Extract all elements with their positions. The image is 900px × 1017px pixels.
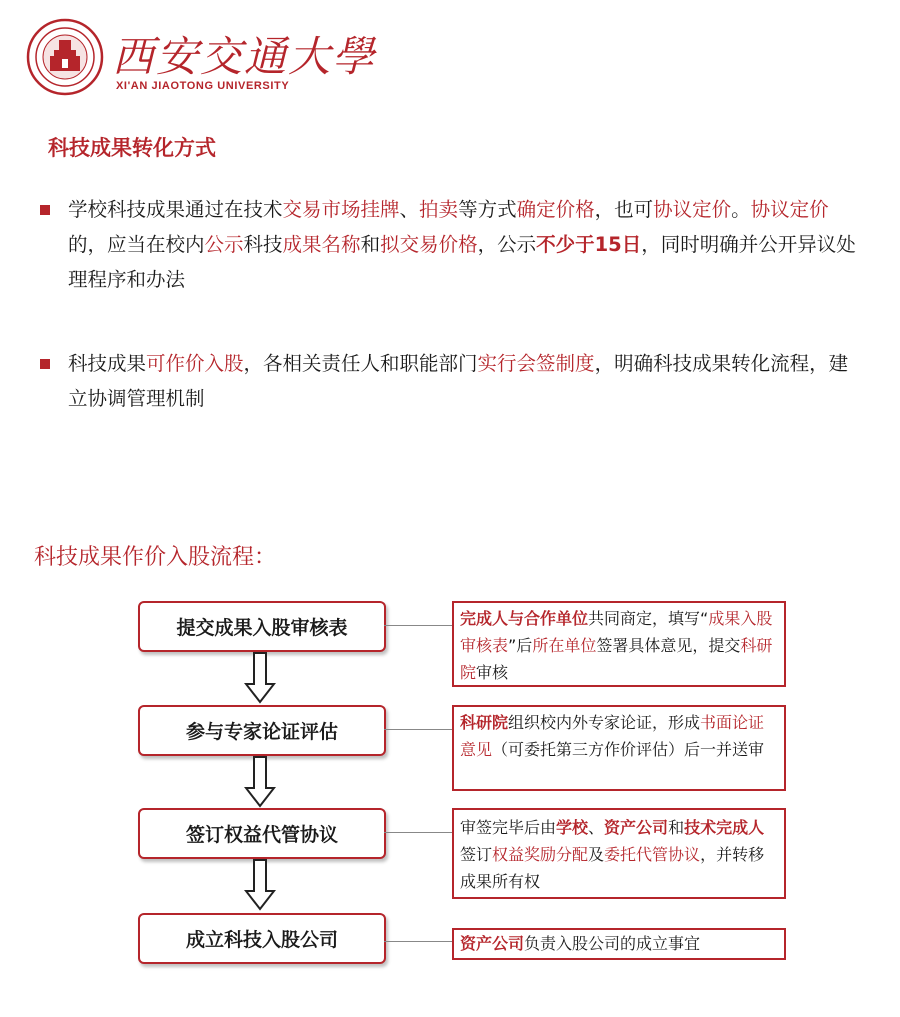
bullet-text — [68, 192, 860, 297]
bullet-item — [30, 346, 860, 416]
flow-step-sign-agreement: 签订权益代管协议 — [138, 808, 386, 859]
connector-line — [384, 941, 452, 942]
text-segment: 组织校内外专家论证，形成 — [508, 713, 701, 732]
text-segment: 成果入股审核表 — [460, 609, 773, 655]
text-segment: 资产公司 — [604, 818, 669, 837]
text-segment: ”后 — [508, 636, 533, 655]
text-segment: ，同时明确并公开异议处理程序和办法 — [68, 233, 856, 291]
university-seal-icon — [26, 18, 104, 96]
text-segment: ，公示 — [477, 233, 537, 256]
text-segment: 学校 — [556, 818, 589, 837]
university-logo — [26, 18, 377, 98]
text-segment: 拟交易价格 — [380, 233, 478, 256]
text-segment: ，并转移成果所有权 — [460, 845, 765, 891]
text-segment: 共同商定，填写“ — [588, 609, 709, 628]
text-segment: ，明确科技成果转化流程，建立协调管理机制 — [68, 352, 849, 410]
flow-note-review — [452, 705, 786, 791]
flow-note-agreement — [452, 808, 786, 899]
flow-step-expert-review: 参与专家论证评估 — [138, 705, 386, 756]
connector-line — [384, 832, 452, 833]
text-segment: 协议定价 — [653, 198, 732, 221]
text-segment: 拍卖 — [419, 198, 459, 221]
down-arrow-icon — [244, 859, 276, 911]
text-segment: 签订 — [460, 845, 493, 864]
text-segment: 书面论证意见 — [460, 713, 765, 759]
text-segment: （可委托第三方作价评估）后一并送审 — [492, 740, 765, 759]
text-segment: 。 — [731, 198, 751, 221]
flow-step-submit-form: 提交成果入股审核表 — [138, 601, 386, 652]
text-segment: 技术完成人 — [684, 818, 765, 837]
bullet-item — [30, 192, 860, 297]
text-segment: 确定价格 — [516, 198, 595, 221]
logo-english-name: XI'AN JIAOTONG UNIVERSITY — [116, 80, 290, 92]
text-segment: 签署具体意见，提交 — [596, 636, 741, 655]
text-segment: 实行会签制度 — [477, 352, 595, 375]
flow-step-establish-company: 成立科技入股公司 — [138, 913, 386, 964]
square-bullet-icon — [40, 205, 50, 215]
text-segment: 协议定价 — [750, 198, 829, 221]
down-arrow-icon — [244, 756, 276, 808]
text-segment: 交易市场挂牌 — [282, 198, 400, 221]
text-segment: 科技成果 — [68, 352, 147, 375]
text-segment: 和 — [668, 818, 685, 837]
text-segment: 等方式 — [458, 198, 517, 221]
text-segment: 委托代管协议 — [604, 845, 701, 864]
text-segment: 和 — [360, 233, 381, 256]
connector-line — [384, 729, 452, 730]
text-segment: ，各相关责任人和职能部门 — [243, 352, 478, 375]
text-segment: 的，应当在校内 — [68, 233, 205, 256]
text-segment: 科技 — [243, 233, 283, 256]
text-segment: 科研院 — [460, 636, 773, 682]
flow-note-submit — [452, 601, 786, 687]
text-segment: 及 — [588, 845, 605, 864]
text-segment: 学校科技成果通过在技术 — [68, 198, 283, 221]
section-title: 科技成果转化方式 — [48, 136, 216, 160]
logo-chinese-name: 西安交通大學 — [112, 32, 377, 81]
text-segment: 成果名称 — [282, 233, 361, 256]
text-segment: 所在单位 — [532, 636, 597, 655]
text-segment: 科研院 — [460, 713, 509, 732]
text-segment: 、 — [588, 818, 605, 837]
flow-note-company — [452, 928, 786, 960]
text-segment: 、 — [399, 198, 420, 221]
text-segment: 完成人与合作单位 — [460, 609, 589, 628]
text-segment: 公示 — [204, 233, 244, 256]
text-segment: 审签完毕后由 — [460, 818, 557, 837]
down-arrow-icon — [244, 652, 276, 704]
text-segment: ，也可 — [594, 198, 654, 221]
square-bullet-icon — [40, 359, 50, 369]
text-segment: 权益奖励分配 — [492, 845, 589, 864]
flow-title: 科技成果作价入股流程： — [34, 545, 277, 570]
text-segment: 审核 — [476, 663, 509, 682]
bullet-text — [68, 346, 860, 416]
text-segment: 不少于15日 — [536, 233, 642, 256]
connector-line — [384, 625, 452, 626]
text-segment: 可作价入股 — [146, 352, 244, 375]
text-segment: 负责入股公司的成立事宜 — [524, 934, 701, 953]
text-segment: 资产公司 — [460, 934, 525, 953]
